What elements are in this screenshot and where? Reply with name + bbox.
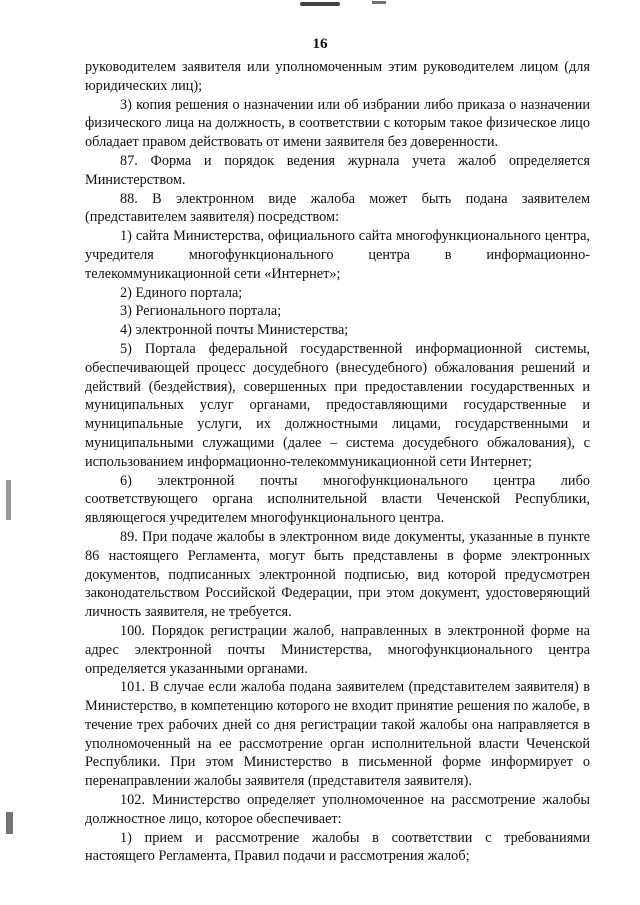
paragraph: 3) Регионального портала; bbox=[120, 303, 282, 320]
paragraph: 1) сайта Министерства, официального сайта многофункционального центра, учредителя многофункционального центра в информационно-телекоммуникационной сети «Интернет»; bbox=[85, 228, 590, 282]
scan-artifact-top bbox=[300, 2, 340, 6]
paragraph: руководителем заявителя или уполномоченным этим руководителем лицом (для юридических лиц); bbox=[85, 59, 590, 94]
paragraph: 88. В электронном виде жалоба может быть подана заявителем (представителем заявителя) посредством: bbox=[85, 190, 590, 226]
paragraph: 3) копия решения о назначении или об избрании либо приказа о назначении физического лица на должность, в соответствии с которым такое физическое лицо обладает правом действовать от имени заявителя без доверенности. bbox=[85, 96, 590, 151]
paragraph: 100. Порядок регистрации жалоб, направленных в электронной форме на адрес электронной почты Министерства, многофункционального центра определяется указанными органами. bbox=[85, 622, 590, 677]
paragraph: 102. Министерство определяет уполномоченное на рассмотрение жалобы должностное лицо, которое обеспечивает: bbox=[85, 792, 590, 827]
document-body bbox=[85, 58, 590, 866]
paragraph: 2) Единого портала; bbox=[120, 284, 243, 301]
paragraph: 1) прием и рассмотрение жалобы в соответствии с требованиями настоящего Регламента, Правил подачи и рассмотрения жалоб; bbox=[85, 829, 590, 865]
paragraph: 101. В случае если жалоба подана заявителем (представителем заявителя) в Министерство, в компетенцию которого не входит принятие решения по жалобе, в течение трех рабочих дней со дня регистрации такой жалобы она направляется в уполномоченный на ее рассмотрение орган исполнительной власти Чеченской Республики. При этом Министерство в письменной форме информирует о перенаправлении жалобы заявителя (представителя заявителя). bbox=[85, 679, 590, 790]
scan-artifact-left-2 bbox=[6, 812, 13, 834]
paragraph: 87. Форма и порядок ведения журнала учета жалоб определяется Министерством. bbox=[85, 152, 590, 188]
page-number: 16 bbox=[312, 36, 328, 52]
paragraph: 6) электронной почты многофункционального центра либо соответствующего органа исполнительной власти Чеченской Республики, являющегося учредителем многофункционального центра. bbox=[85, 472, 590, 527]
scan-artifact-left-1 bbox=[6, 480, 11, 520]
paragraph: 4) электронной почты Министерства; bbox=[120, 322, 349, 339]
paragraph: 5) Портала федеральной государственной информационной системы, обеспечивающей процесс досудебного (внесудебного) обжалования решений и действий (бездействия), совершенных при предоставлении государственных и муниципальных услуг органами, предоставляющими государственные и муниципальные услуги, их должностными лицами, государственными и муниципальными служащими (далее – система досудебного обжалования), с использованием информационно-телекоммуникационной сети Интернет; bbox=[85, 340, 590, 470]
paragraph: 89. При подаче жалобы в электронном виде документы, указанные в пункте 86 настоящего Регламента, могут быть представлены в форме электронных документов, подписанных электронной подписью, вид которой предусмотрен законодательством Российской Федерации, при этом документ, удостоверяющий личность заявителя, не требуется. bbox=[85, 528, 590, 621]
scan-artifact-top-small bbox=[372, 1, 386, 4]
